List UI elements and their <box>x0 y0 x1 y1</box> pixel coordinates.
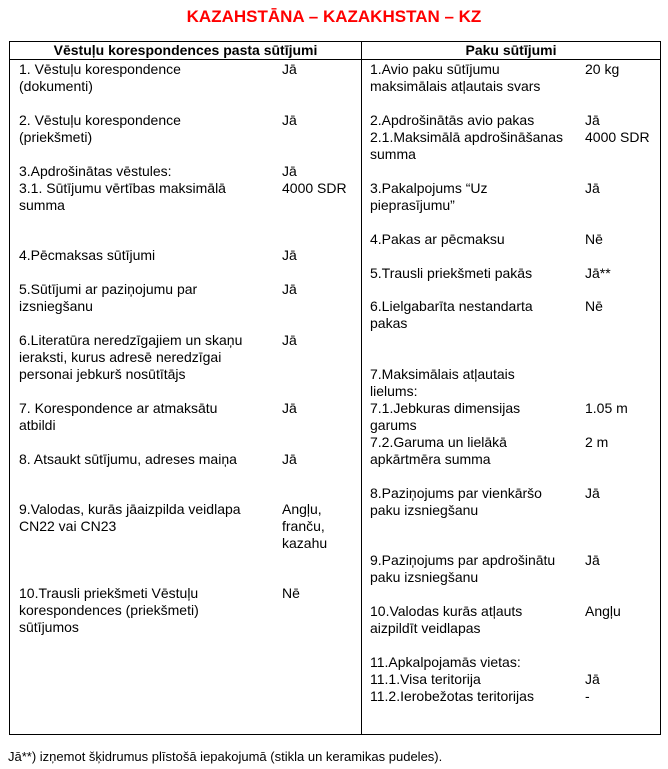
value-line: Jā <box>585 671 600 687</box>
value-line: Jā <box>282 451 297 467</box>
letter-row-2-label <box>19 112 181 146</box>
value-line: 20 kg <box>585 61 620 77</box>
value-line: 4000 SDR <box>282 180 347 196</box>
label-line: 8.Paziņojums par vienkāršo <box>370 485 542 501</box>
parcel-row-5-value <box>585 265 611 282</box>
label-line: atbildi <box>19 417 56 433</box>
letter-row-9-label <box>19 501 241 535</box>
label-line: 3.1. Sūtījumu vērtības maksimālā <box>19 180 226 196</box>
letter-row-4-label <box>19 247 155 264</box>
label-line: izsniegšanu <box>19 298 93 314</box>
label-line: apkārtmēra summa <box>370 451 491 467</box>
value-line: 4000 SDR <box>585 129 650 145</box>
parcel-row-4-value <box>585 231 603 248</box>
label-line: summa <box>370 146 416 162</box>
label-line: 4.Pēcmaksas sūtījumi <box>19 247 156 263</box>
label-line: 6.Literatūra neredzīgajiem un skaņu <box>19 332 243 348</box>
value-line: Jā <box>282 247 297 263</box>
parcel-row-3-value <box>585 180 600 197</box>
parcel-row-10-value <box>585 552 600 569</box>
label-line: 10.Valodas kurās atļauts <box>370 603 523 619</box>
letter-row-5-value <box>282 281 297 298</box>
label-line: 9.Paziņojums par apdrošinātu <box>370 552 556 568</box>
letter-row-9-value <box>282 501 327 552</box>
label-line: 11.Apkalpojamās vietas: <box>370 654 521 670</box>
letter-row-5-label <box>19 281 197 315</box>
label-line: CN22 vai CN23 <box>19 518 117 534</box>
label-line: 4.Pakas ar pēcmaksu <box>370 231 505 247</box>
letter-row-3-value <box>282 163 347 197</box>
parcel-row-5-label <box>370 265 532 282</box>
label-line: 7.1.Jebkuras dimensijas <box>370 400 521 416</box>
value-line: Jā <box>585 485 600 501</box>
parcel-row-10-label <box>370 552 555 586</box>
value-line: Nē <box>282 585 300 601</box>
label-line: paku izsniegšanu <box>370 569 479 585</box>
value-line: - <box>585 688 590 704</box>
value-line <box>585 366 628 383</box>
parcel-row-6-value <box>585 298 603 315</box>
parcel-row-11-value <box>585 603 621 620</box>
parcel-row-8-label <box>370 434 507 468</box>
column-divider <box>361 42 362 734</box>
parcel-row-3-label <box>370 180 488 214</box>
table-header-row <box>10 42 660 60</box>
label-line: 1.Avio paku sūtījumu <box>370 61 500 77</box>
label-line: maksimālais atļautais svars <box>370 78 541 94</box>
label-line: 11.1.Visa teritorija <box>370 671 481 687</box>
value-line: Jā <box>282 281 297 297</box>
value-line: Jā <box>282 61 297 77</box>
value-line: Nē <box>585 231 603 247</box>
value-line <box>585 383 628 400</box>
label-line: 11.2.Ierobežotas teritorijas <box>370 688 534 704</box>
label-line: 5.Trausli priekšmeti pakās <box>370 265 533 281</box>
label-line: lielums: <box>370 383 418 399</box>
label-line: 2.1.Maksimālā apdrošināšanas <box>370 129 563 145</box>
label-line: 7.2.Garuma un lielākā <box>370 434 507 450</box>
parcel-row-11-label <box>370 603 522 637</box>
services-table <box>9 41 661 735</box>
label-line: pakas <box>370 315 408 331</box>
label-line: (priekšmeti) <box>19 129 93 145</box>
label-line: 1. Vēstuļu korespondence <box>19 61 181 77</box>
label-line: korespondences (priekšmeti) <box>19 602 199 618</box>
letter-row-8-label <box>19 451 237 468</box>
label-line: 2.Apdrošinātās avio pakas <box>370 112 535 128</box>
parcel-row-1-label <box>370 61 540 95</box>
label-line: aizpildīt veidlapas <box>370 620 481 636</box>
parcel-row-2-label <box>370 112 563 163</box>
footnote: Jā**) izņemot šķidrumus plīstošā iepakojumā (stikla un keramikas pudeles). <box>8 749 443 764</box>
label-line: (dokumenti) <box>19 78 93 94</box>
value-line: kazahu <box>282 535 328 551</box>
label-line: 6.Lielgabarīta nestandarta <box>370 298 533 314</box>
letter-row-3-label <box>19 163 226 214</box>
value-line: Jā <box>585 180 600 196</box>
label-line: sūtījumos <box>19 619 79 635</box>
label-line: 3.Pakalpojums “Uz <box>370 180 488 196</box>
parcel-row-7-value <box>585 366 628 417</box>
letter-row-7-label <box>19 400 217 434</box>
letter-row-2-value <box>282 112 297 129</box>
parcel-row-8-value <box>585 434 608 451</box>
letter-row-8-value <box>282 451 297 468</box>
label-line: 7.Maksimālais atļautais <box>370 366 515 382</box>
label-line: 5.Sūtījumi ar paziņojumu par <box>19 281 198 297</box>
parcel-row-1-value <box>585 61 619 78</box>
value-line: franču, <box>282 518 325 534</box>
page-title: KAZAHSTĀNA – KAZAKHSTAN – KZ <box>186 7 482 26</box>
label-line: pieprasījumu” <box>370 197 455 213</box>
value-line: Jā <box>282 112 297 128</box>
label-line: 9.Valodas, kurās jāaizpilda veidlapa <box>19 501 241 517</box>
label-line: paku izsniegšanu <box>370 502 479 518</box>
value-line <box>585 654 600 671</box>
value-line: Jā <box>282 400 297 416</box>
letter-row-1-value <box>282 61 297 78</box>
label-line: personai jebkurš nosūtītājs <box>19 366 186 382</box>
letter-row-7-value <box>282 400 297 417</box>
letter-row-1-label <box>19 61 181 95</box>
value-line: 1.05 m <box>585 400 628 416</box>
value-line: Nē <box>585 298 603 314</box>
parcel-row-9-value <box>585 485 600 502</box>
label-line: 3.Apdrošinātas vēstules: <box>19 163 172 179</box>
label-line: ieraksti, kurus adresē neredzīgai <box>19 349 222 365</box>
value-line: 2 m <box>585 434 609 450</box>
letter-row-10-label <box>19 585 199 636</box>
letter-row-6-value <box>282 332 297 349</box>
letter-row-10-value <box>282 585 300 602</box>
value-line: Jā** <box>585 265 611 281</box>
parcel-row-6-label <box>370 298 533 332</box>
header-parcel-services: Paku sūtījumi <box>465 42 557 58</box>
parcel-row-12-value <box>585 654 600 705</box>
parcel-row-2-value <box>585 112 650 146</box>
parcel-row-4-label <box>370 231 505 248</box>
label-line: summa <box>19 197 65 213</box>
label-line: 2. Vēstuļu korespondence <box>19 112 181 128</box>
value-line: Jā <box>282 163 297 179</box>
value-line: Angļu <box>585 603 621 619</box>
label-line: 10.Trausli priekšmeti Vēstuļu <box>19 585 199 601</box>
value-line: Jā <box>585 112 600 128</box>
label-line: 8. Atsaukt sūtījumu, adreses maiņa <box>19 451 237 467</box>
letter-row-4-value <box>282 247 297 264</box>
label-line: 7. Korespondence ar atmaksātu <box>19 400 218 416</box>
parcel-row-9-label <box>370 485 542 519</box>
label-line: garums <box>370 417 417 433</box>
parcel-row-12-label <box>370 654 534 705</box>
value-line: Angļu, <box>282 501 322 517</box>
parcel-row-7-label <box>370 366 520 434</box>
value-line: Jā <box>282 332 297 348</box>
header-letter-services: Vēstuļu korespondences pasta sūtījumi <box>53 42 318 58</box>
letter-row-6-label <box>19 332 242 383</box>
value-line: Jā <box>585 552 600 568</box>
